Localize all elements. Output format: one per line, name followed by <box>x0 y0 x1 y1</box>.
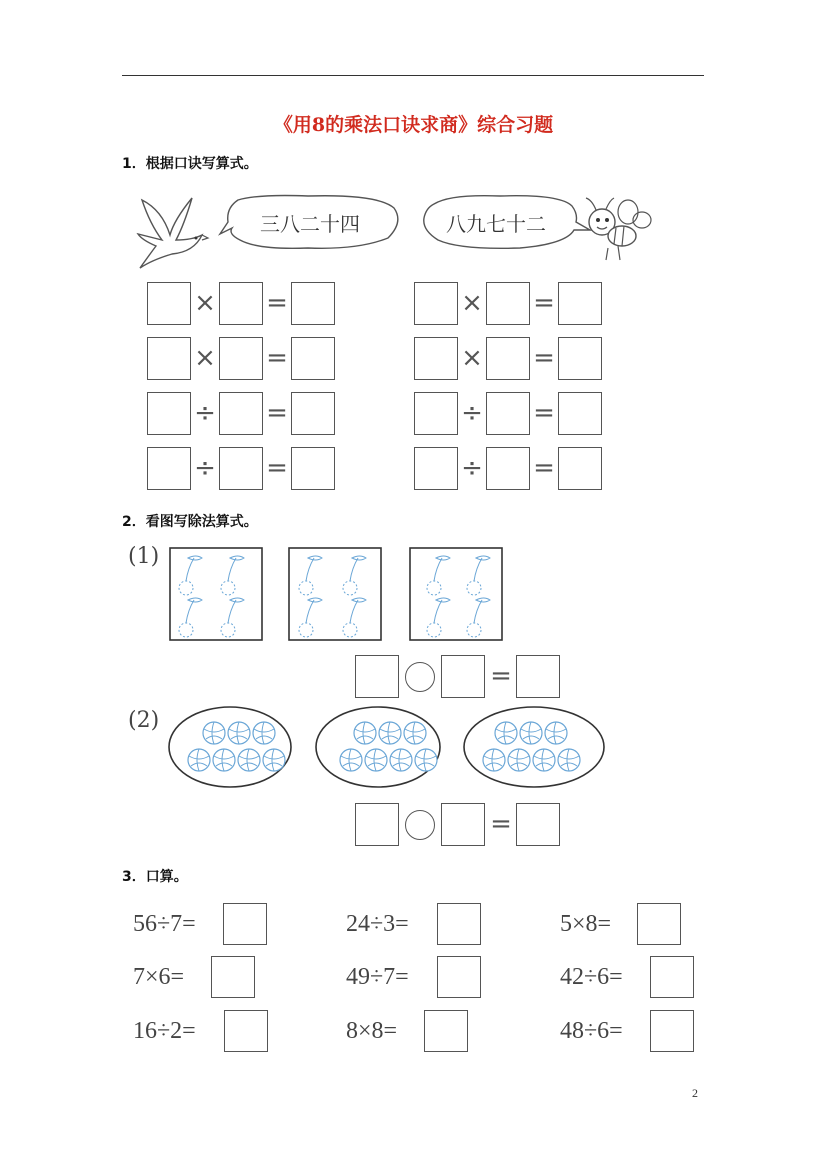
equals-sign: = <box>266 398 288 428</box>
answer-box[interactable] <box>441 803 485 846</box>
equals-sign: = <box>266 453 288 483</box>
equals-sign: = <box>533 398 555 428</box>
answer-box[interactable] <box>650 956 694 998</box>
volleyball-icon <box>340 722 437 771</box>
math-expression: 8×8= <box>346 1018 398 1044</box>
equals-sign: = <box>490 809 512 839</box>
times-sign: × <box>194 343 216 373</box>
divide-sign: ÷ <box>461 398 483 428</box>
bubble-left-text: 三八二十四 <box>260 212 360 236</box>
answer-box[interactable] <box>650 1010 694 1052</box>
question-1-heading: 1．根据口诀写算式。 <box>122 156 258 172</box>
part-1-label: (1) <box>128 544 160 569</box>
question-3-heading: 3．口算。 <box>122 869 188 885</box>
math-expression: 48÷6= <box>560 1018 623 1044</box>
page-number: 2 <box>692 1086 698 1100</box>
math-expression: 56÷7= <box>133 911 196 937</box>
equals-sign: = <box>533 343 555 373</box>
math-expression: 7×6= <box>133 964 185 990</box>
answer-box[interactable] <box>224 1010 268 1052</box>
equals-sign: = <box>266 288 288 318</box>
answer-box[interactable] <box>437 956 481 998</box>
answer-box[interactable] <box>637 903 681 945</box>
answer-box[interactable] <box>223 903 267 945</box>
math-expression: 49÷7= <box>346 964 409 990</box>
page-title: 《用8的乘法口诀求商》综合习题 <box>273 114 554 136</box>
volleyball-icon <box>188 722 285 771</box>
answer-box[interactable] <box>211 956 255 998</box>
answer-box[interactable] <box>516 803 560 846</box>
times-sign: × <box>461 288 483 318</box>
equals-sign: = <box>266 343 288 373</box>
math-expression: 5×8= <box>560 911 612 937</box>
part-2-label: (2) <box>128 708 160 733</box>
equals-sign: = <box>533 288 555 318</box>
volleyball-icon <box>483 722 580 771</box>
operator-circle[interactable] <box>405 810 435 840</box>
divide-sign: ÷ <box>461 453 483 483</box>
answer-box[interactable] <box>424 1010 468 1052</box>
math-expression: 42÷6= <box>560 964 623 990</box>
times-sign: × <box>461 343 483 373</box>
answer-box[interactable] <box>437 903 481 945</box>
bubble-right-text: 八九七十二 <box>446 212 546 236</box>
question-2-heading: 2．看图写除法算式。 <box>122 514 258 530</box>
answer-box[interactable] <box>355 803 399 846</box>
equals-sign: = <box>533 453 555 483</box>
equals-sign: = <box>490 661 512 691</box>
divide-sign: ÷ <box>194 398 216 428</box>
math-expression: 16÷2= <box>133 1018 196 1044</box>
times-sign: × <box>194 288 216 318</box>
math-expression: 24÷3= <box>346 911 409 937</box>
divide-sign: ÷ <box>194 453 216 483</box>
